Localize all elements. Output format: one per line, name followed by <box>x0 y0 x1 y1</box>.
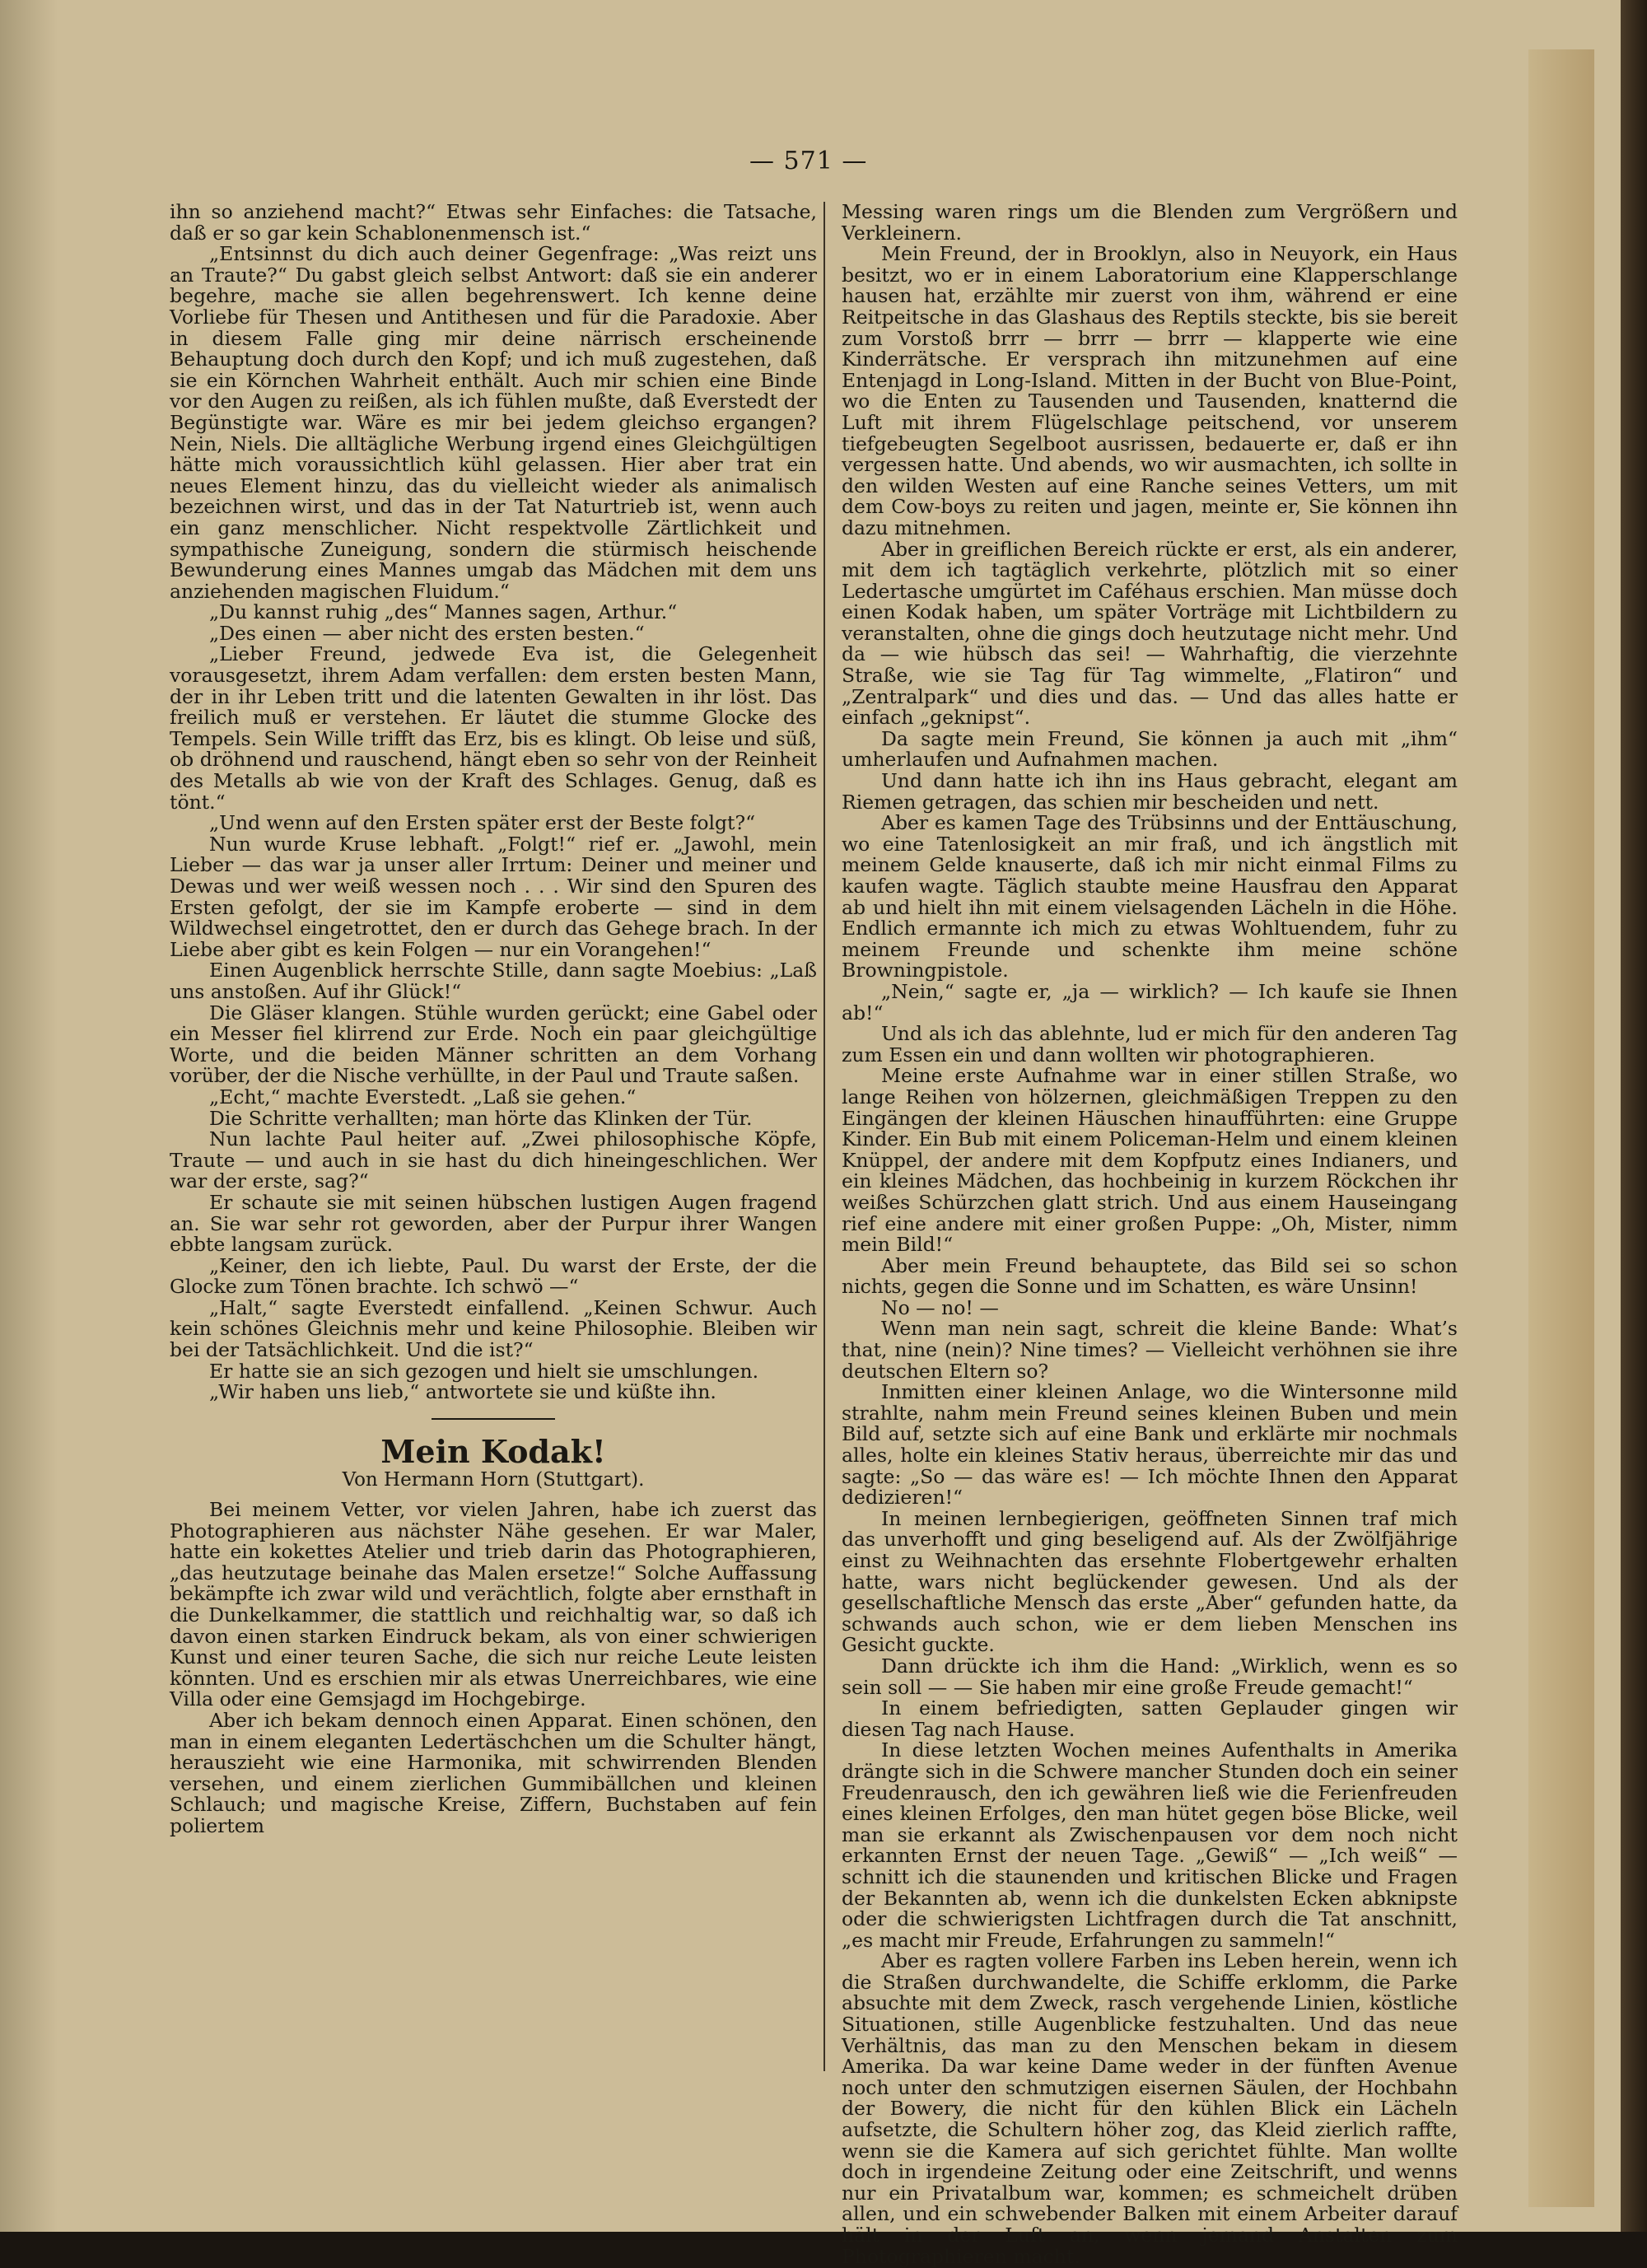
article-title: Mein Kodak! <box>380 1432 606 1470</box>
article-paragraph: Aber es kamen Tage des Trübsinns und der Enttäuschung, wo eine Tatenlosigkeit an mir fraß, und ich ängstlich mit meinem Gelde knauserte, daß ich mir nicht einmal Films zu kaufen wagte. Täglich staubte meine Hausfrau den Apparat ab und hielt ihn mit einem vielsagenden Lächeln in die Höhe. Endlich ermannte ich mich zu etwas Wohltuendem, fuhr zu meinem Freunde und schenkte ihm meine schöne Browningpistole. <box>842 811 1458 982</box>
story-paragraph: „Keiner, den ich liebte, Paul. Du warst der Erste, der die Glocke zum Tönen brachte. Ich schwö —“ <box>170 1253 817 1299</box>
article-paragraph: Dann drückte ich ihm die Hand: „Wirklich, wenn es so sein soll — — Sie haben mir eine große Freude gemacht!“ <box>842 1654 1458 1699</box>
story-paragraph: Er schaute sie mit seinen hübschen lustigen Augen fragend an. Sie war sehr rot geworden, aber der Purpur ihrer Wangen ebbte langsam zurück. <box>170 1190 817 1257</box>
story-paragraph: Er hatte sie an sich gezogen und hielt sie umschlungen. <box>209 1359 759 1383</box>
left-column <box>170 202 817 1837</box>
book-edge <box>1528 49 1594 2207</box>
article-paragraph: Wenn man nein sagt, schreit die kleine Bande: What’s that, nine (nein)? Nine times? — Vielleicht verhöhnen sie ihre deutschen Eltern so? <box>842 1317 1458 1383</box>
story-paragraph: Einen Augenblick herrschte Stille, dann sagte Moebius: „Laß uns anstoßen. Auf ihr Glück!“ <box>170 959 817 1003</box>
story-paragraph: Nun wurde Kruse lebhaft. „Folgt!“ rief er. „Jawohl, mein Lieber — das war ja unser aller Irrtum: Deiner und meiner und Dewas und wer weiß wessen noch . . . Wir sind den Spuren des Ersten gefolgt, der sie im Kampfe eroberte — sind in dem Wildwechsel eingetrottet, den er durch das Gehege brach. In der Liebe aber gibt es kein Folgen — nur ein Vorangehen!“ <box>170 832 817 961</box>
article-paragraph: Aber mein Freund behauptete, das Bild sei so schon nichts, gegen die Sonne und im Schatten, es wäre Unsinn! <box>842 1253 1458 1299</box>
article-paragraph: In einem befriedigten, satten Geplauder gingen wir diesen Tag nach Hause. <box>842 1696 1458 1741</box>
article-paragraph: Aber ich bekam dennoch einen Apparat. Einen schönen, den man in einem eleganten Ledertäschchen um die Schulter hängt, herauszieht wie eine Harmonika, mit schwirrenden Blenden versehen, und einem zierlichen Gummibällchen und kleinen Schlauch; und magische Kreise, Ziffern, Buchstaben auf fein poliertem <box>170 1708 817 1837</box>
story-paragraph: „Entsinnst du dich auch deiner Gegenfrage: „Was reizt uns an Traute?“ Du gabst gleich selbst Antwort: daß sie ein anderer begehre, mache sie allen begehrenswert. Ich kenne deine Vorliebe für Thesen und Antithesen und für die Paradoxie. Aber in diesem Falle ging mir deine närrisch erscheinende Behauptung doch durch den Kopf; und ich muß zugestehen, daß sie ein Körnchen Wahrheit enthält. Auch mir schien eine Binde vor den Augen zu reißen, als ich fühlen mußte, daß Everstedt der Begünstigte war. Wäre es mir bei jedem gleichso ergangen? Nein, Niels. Die alltägliche Werbung irgend eines Gleichgültigen hätte mich voraussichtlich kühl gelassen. Hier aber trat ein neues Element hinzu, das du vielleicht wieder als animalisch bezeichnen wirst, und das in der Tat Naturtrieb ist, wenn auch ein ganz menschlicher. Nicht respektvolle Zärtlichkeit und sympathische Zuneigung, sondern die stürmisch heischende Bewunderung eines Mannes umgab das Mädchen mit dem uns anziehenden magischen Fluidum.“ <box>170 242 817 603</box>
article-paragraph: No — no! — <box>881 1295 999 1319</box>
article-paragraph: Bei meinem Vetter, vor vielen Jahren, habe ich zuerst das Photographieren aus nächster Nähe gesehen. Er war Maler, hatte ein kokettes Atelier und trieb darin das Photographieren, „das heutzutage beinahe das Malen ersetze!“ Solche Auffassung bekämpfte ich zwar wild und verächtlich, folgte aber ernsthaft in die Dunkelkammer, die stattlich und reichhaltig war, so daß ich davon einen starken Eindruck bekam, als von einer schwierigen Kunst und einer teuren Sache, die sich nur reiche Leute leisten könnten. Und es erschien mir als etwas Unerreichbares, wie eine Villa oder eine Gemsjagd im Hochgebirge. <box>170 1498 817 1711</box>
article-paragraph: Aber in greiflichen Bereich rückte er erst, als ein anderer, mit dem ich tagtäglich verkehrte, plötzlich mit so einer Ledertasche umgürtet im Caféhaus erschien. Man müsse doch einen Kodak haben, um später Vorträge mit Lichtbildern zu veranstalten, ohne die gings doch heutzutage nicht mehr. Und da — wie hübsch das sei! — Wahrhaftig, die vierzehnte Straße, wie sie Tag für Tag wimmelte, „Flatiron“ und „Zentralpark“ und dies und das. — Und das alles hatte er einfach „geknipst“. <box>842 537 1458 730</box>
book-binding <box>1621 0 1647 2232</box>
article-paragraph: „Nein,“ sagte er, „ja — wirklich? — Ich kaufe sie Ihnen ab!“ <box>842 979 1458 1024</box>
right-column <box>842 202 1458 2267</box>
column-divider <box>824 202 825 2071</box>
page-number: — 571 — <box>749 147 868 175</box>
article-paragraph: In diese letzten Wochen meines Aufenthalts in Amerika drängte sich in die Schwere mancher Stunden doch ein seiner Freudenrausch, den ich gewähren ließ wie die Ferienfreuden eines kleinen Erfolges, den man hütet gegen böse Blicke, weil man sie erkannt als Zwischenpausen vor dem noch nicht erkannten Ernst der neuen Tage. „Gewiß“ — „Ich weiß“ — schnitt ich die staunenden und kritischen Blicke und Fragen der Bekannten ab, wenn ich die dunkelsten Ecken abknipste oder die schwierigsten Lichtfragen durch die Tat anschnitt, „es macht mir Freude, Erfahrungen zu sammeln!“ <box>842 1738 1458 1952</box>
article-paragraph: Inmitten einer kleinen Anlage, wo die Wintersonne mild strahlte, nahm mein Freund seines kleinen Buben und mein Bild auf, setzte sich auf eine Bank und erklärte mir nochmals alles, holte ein kleines Stativ heraus, überreichte mir das und sagte: „So — das wäre es! — Ich möchte Ihnen den Apparat dedizieren!“ <box>842 1380 1458 1510</box>
story-paragraph: Die Gläser klangen. Stühle wurden gerückt; eine Gabel oder ein Messer fiel klirrend zur Erde. Noch ein paar gleichgültige Worte, und die beiden Männer schritten an dem Vorhang vorüber, der die Nische verhüllte, in der Paul und Traute saßen. <box>170 1001 817 1088</box>
article-paragraph: Und als ich das ablehnte, lud er mich für den anderen Tag zum Essen ein und dann wollten wir photographieren. <box>842 1022 1458 1066</box>
story-paragraph: Die Schritte verhallten; man hörte das Klinken der Tür. <box>209 1106 753 1130</box>
article-paragraph: In meinen lernbegierigen, geöffneten Sinnen traf mich das unverhofft und ging beseligend auf. Als der Zwölfjährige einst zu Weihnachten das ersehnte Flobertgewehr erhalten hatte, wars nicht beglückender gewesen. Und als der gesellschaftliche Mensch das erste „Aber“ gefunden hatte, da schwands auch schon, wie er dem lieben Menschen ins Gesicht guckte. <box>842 1506 1458 1657</box>
story-paragraph: Nun lachte Paul heiter auf. „Zwei philosophische Köpfe, Traute — und auch in sie hast du dich hineingeschlichen. Wer war der erste, sag?“ <box>170 1127 817 1193</box>
story-paragraph: „Und wenn auf den Ersten später erst der Beste folgt?“ <box>209 811 756 835</box>
article-byline: Von Hermann Horn (Stuttgart). <box>342 1469 645 1491</box>
story-paragraph: „Halt,“ sagte Everstedt einfallend. „Keinen Schwur. Auch kein schönes Gleichnis mehr und keine Philosophie. Bleiben wir bei der Tatsächlichkeit. Und die ist?“ <box>170 1295 817 1362</box>
article-paragraph: Meine erste Aufnahme war in einer stillen Straße, wo lange Reihen von hölzernen, gleichmäßigen Treppen zu den Eingängen der kleinen Häuschen hinaufführten: eine Gruppe Kinder. Ein Bub mit einem Policeman-Helm und einem kleinen Knüppel, der andere mit dem Kopfputz eines Indianers, und ein kleines Mädchen, das hochbeinig in kurzem Röckchen ihr weißes Schürzchen glatt strich. Und aus einem Hauseingang rief eine andere mit einer großen Puppe: „Oh, Mister, nimm mein Bild!“ <box>842 1064 1458 1257</box>
story-paragraph: „Wir haben uns lieb,“ antwortete sie und küßte ihn. <box>209 1380 716 1404</box>
section-rule <box>432 1418 555 1420</box>
story-paragraph: „Du kannst ruhig „des“ Mannes sagen, Arthur.“ <box>209 600 678 624</box>
article-paragraph: Messing waren rings um die Blenden zum Vergrößern und Verkleinern. <box>842 200 1458 245</box>
article-paragraph: Und dann hatte ich ihn ins Haus gebracht, elegant am Riemen getragen, das schien mir bescheiden und nett. <box>842 769 1458 814</box>
article-paragraph: Da sagte mein Freund, Sie können ja auch mit „ihm“ umherlaufen und Aufnahmen machen. <box>842 726 1458 772</box>
article-paragraph: Mein Freund, der in Brooklyn, also in Neuyork, ein Haus besitzt, wo er in einem Laboratorium eine Klapperschlange hausen hat, erzählte mir zuerst von ihm, während er eine Reitpeitsche in das Glashaus des Reptils steckte, bis sie bereit zum Vorstoß brrr — brrr — brrr — klapperte wie eine Kinderrätsche. Er versprach ihn mitzunehmen auf eine Entenjagd in Long-Island. Mitten in der Bucht von Blue-Point, wo die Enten zu Tausenden und Tausenden, knatternd die Luft mit ihrem Flügelschlage peitschend, vor unserem tiefgebeugten Segelboot ausrissen, bedauerte er, daß er ihn vergessen hatte. Und abends, wo wir ausmachten, ich sollte in den wilden Westen auf eine Ranche seines Vetters, um mit dem Cow-boys zu reiten und jagen, meinte er, Sie können ihn dazu mitnehmen. <box>842 242 1458 539</box>
story-paragraph: ihn so anziehend macht?“ Etwas sehr Einfaches: die Tatsache, daß er so gar kein Schablonenmensch ist.“ <box>170 200 817 245</box>
story-paragraph: „Des einen — aber nicht des ersten besten.“ <box>209 621 645 645</box>
story-paragraph: „Echt,“ machte Everstedt. „Laß sie gehen.“ <box>209 1085 637 1108</box>
story-paragraph: „Lieber Freund, jedwede Eva ist, die Gelegenheit vorausgesetzt, ihrem Adam verfallen: dem ersten besten Mann, der in ihr Leben tritt und die latenten Gewalten in ihr löst. Das freilich muß er verstehen. Er läutet die stumme Glocke des Tempels. Sein Wille trifft das Erz, bis es klingt. Ob leise und süß, ob dröhnend und rauschend, hängt eben so sehr von der Reinheit des Metalls ab wie von der Kraft des Schlages. Genug, daß es tönt.“ <box>170 642 817 814</box>
article-paragraph: Aber es ragten vollere Farben ins Leben herein, wenn ich die Straßen durchwandelte, die Schiffe erklomm, die Parke absuchte mit dem Zweck, rasch vergehende Linien, köstliche Situationen, stille Augenblicke festzuhalten. Und das neue Verhältnis, das man zu den Menschen bekam in diesem Amerika. Da war keine Dame weder in der fünften Avenue noch unter den schmutzigen eisernen Säulen, der Hochbahn der Bowery, die nicht für den kühlen Blick ein Lächeln aufsetzte, die Schultern höher zog, das Kleid zierlich raffte, wenn sie die Kamera auf sich gerichtet fühlte. Man wollte doch in irgendeine Zeitung oder eine Zeitschrift, und wenns nur ein Privatalbum war, kommen; es schmeichelt drüben allen, und ein schwebender Balken mit einem Arbeiter darauf hält in der Luft an, wenn jemand Anstalten zum Photographieren macht. <box>842 1949 1458 2268</box>
